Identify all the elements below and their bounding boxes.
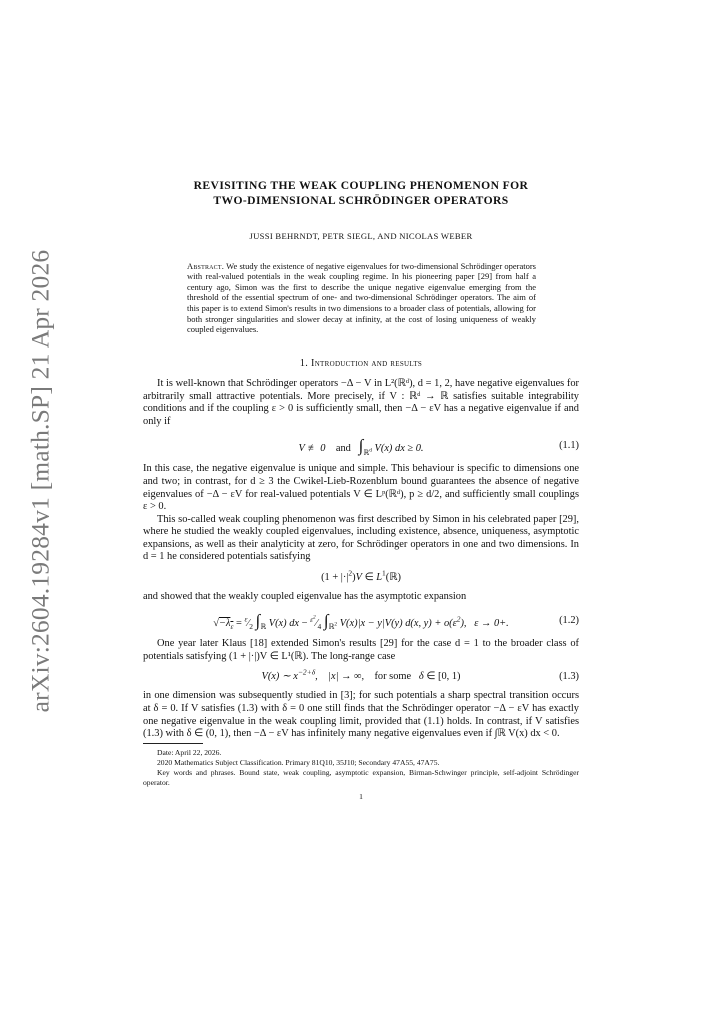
paper-page	[143, 178, 579, 804]
section-heading	[143, 358, 579, 371]
equation-number: (1.1)	[559, 440, 579, 452]
arxiv-identifier: arXiv:2604.19284v1 [math.SP] 21 Apr 2026	[25, 249, 55, 713]
equation-number: (1.2)	[559, 615, 579, 627]
equation-1-3: V(x) ∼ $x^{-2+\delta}$, |x| → ∞, for some δ ∈ [0, 1) (1.3)	[143, 668, 579, 686]
paragraph-5: One year later Klaus [18] extended Simon's results [29] for the case d = 1 to the broader class of potentials satisfying (1 + |·|)V ∈ L¹(ℝ). The long-range case	[143, 638, 579, 662]
arxiv-sidebar	[18, 249, 62, 713]
footnote-keywords: Key words and phrases. Bound state, weak coupling, asymptotic expansion, Birman-Schwinger principle, self-adjoint Schrödinger operator.	[143, 768, 579, 788]
title-line-2: TWO-DIMENSIONAL SCHRÖDINGER OPERATORS	[213, 194, 509, 207]
abstract	[187, 261, 536, 335]
paragraph-3: This so-called weak coupling phenomenon was first described by Simon in his celebrated paper [29], where he studied the weakly coupled eigenvalues, including existence, absence, uniqueness, asymptotic expansions, as well as their analyticity at zero, for Schrödinger operators in one and two dimensions. In d = 1 he considered potentials satisfying	[143, 513, 579, 563]
equation-number: (1.3)	[559, 671, 579, 683]
page-number: 1	[359, 792, 363, 802]
paragraph-2: In this case, the negative eigenvalue is unique and simple. This behaviour is specific to dimensions one and two; in contrast, for d ≥ 3 the Cwikel-Lieb-Rozenblum bound guarantees the absence of negative eigenvalues of −Δ − εV for real-valued potentials V ∈ Lᵖ(ℝᵈ), p ≥ d/2, and sufficiently small couplings ε > 0.	[143, 463, 579, 513]
equation-1-1: V ≢ 0 and $\int_{ℝ^d}$ V(x) dx ≥ 0. (1.1)	[143, 433, 579, 459]
equation-1-2: $√-\lambda_\varepsilon$ = $^\varepsilon⁄_2$ $\int_ℝ$ V(x) dx − $^{\varepsilon^2}⁄_4$ $\int_{ℝ^2}$ V(x)|x − y|V(y) d(x, $y) + o(\varepsilon^2)$, ε → 0+. (1.2)	[143, 608, 579, 634]
footnote-rule	[143, 743, 203, 744]
title-line-1: REVISITING THE WEAK COUPLING PHENOMENON FOR	[193, 179, 529, 192]
abstract-label: Abstract.	[187, 260, 225, 271]
paragraph-4: and showed that the weakly coupled eigenvalue has the asymptotic expansion	[143, 590, 467, 602]
section-title: Introduction and results	[311, 357, 423, 369]
section-number: 1.	[299, 357, 309, 369]
footnote-msc: 2020 Mathematics Subject Classification. Primary 81Q10, 35J10; Secondary 47A55, 47A75.	[157, 757, 440, 767]
authors: JUSSI BEHRNDT, PETR SIEGL, AND NICOLAS WEBER	[249, 231, 473, 241]
equation-potential-condition: $(1 + |\cdot|^2)V$ ∈ $L^1(ℝ)$	[321, 568, 401, 583]
abstract-text: We study the existence of negative eigenvalues for two-dimensional Schrödinger operators with real-valued potentials in the weak coupling regime. In his pioneering paper [29] from half a century ago, Simon was the first to describe the unique negative eigenvalue emerging from the threshold of the essential spectrum of one- and two-dimensional Schrödinger operators. The aim of this paper is to extend Simon's results in two dimensions to a broader class of potentials, allowing for both stronger singularities and slower decay at infinity, at the cost of losing uniqueness of weakly coupled eigenvalues.	[187, 260, 536, 335]
paragraph-1: It is well-known that Schrödinger operators −Δ − V in L²(ℝᵈ), d = 1, 2, have negative eigenvalues for arbitrarily small attractive potentials. More precisely, if V : ℝᵈ → ℝ satisfies suitable integrability conditions and if the coupling ε > 0 is sufficiently small, then −Δ − εV has a negative eigenvalue if and only if	[143, 378, 579, 427]
footnotes	[143, 748, 579, 789]
footnote-date: Date: April 22, 2026.	[157, 747, 222, 757]
paper-title	[143, 178, 579, 208]
paragraph-6: in one dimension was subsequently studied in [3]; for such potentials a sharp spectral transition occurs at δ = 0. If V satisfies (1.3) with δ = 0 one still finds that the Schrödinger operator −Δ − εV has exactly one negative eigenvalue in the weak coupling limit, provided that (1.1) holds. In contrast, if V satisfies (1.3) with δ ∈ (0, 1), then −Δ − εV has infinitely many negative eigenvalues even if ∫ℝ V(x) dx < 0.	[143, 690, 579, 740]
